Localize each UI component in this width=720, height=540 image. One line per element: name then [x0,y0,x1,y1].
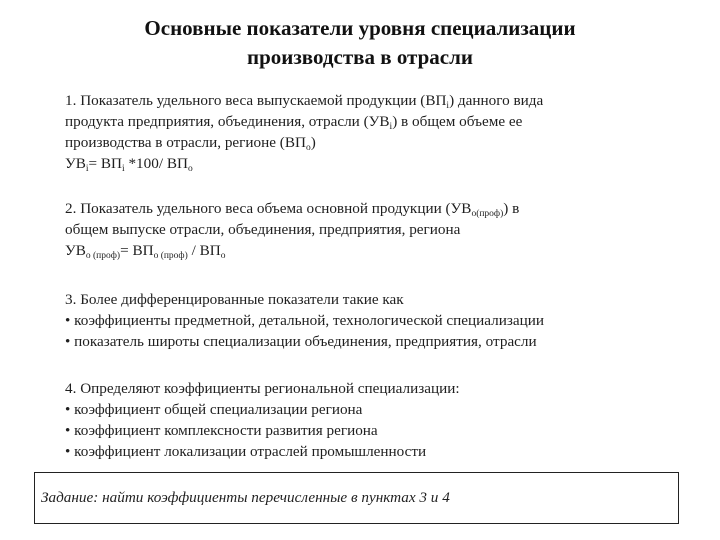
text: ) [310,134,316,151]
title-line-2: производства в отрасли [246,45,474,69]
subscript: о [187,164,193,174]
text: / ВП [187,242,221,259]
slide-content [65,91,705,463]
section-3-bullet-2: • показатель широты специализации объединения, предприятия, отрасли [65,333,537,350]
section-3 [65,290,705,353]
subscript: о [220,251,226,261]
section-4 [65,379,705,463]
section-2-formula [65,241,705,263]
subscript: о (проф) [153,251,188,261]
section-3-bullet-1: • коэффициенты предметной, детальной, технологической специализации [65,312,544,329]
section-2-line-2: общем выпуске отрасли, объединения, предприятия, региона [65,221,461,238]
section-4-line-1: 4. Определяют коэффициенты региональной специализации: [65,380,460,397]
section-4-bullet-3: • коэффициент локализации отраслей промышленности [65,443,427,460]
task-text: Задание: найти коэффициенты перечисленные в пунктах 3 и 4 [41,489,450,506]
subscript: i [389,122,393,132]
text: = ВП [120,242,154,259]
subscript: о [305,143,311,153]
text: ) в [503,200,520,217]
section-1-line-2 [65,112,705,133]
subscript: о (проф) [85,251,121,261]
subscript: i [85,164,89,174]
text: ) данного вида [449,92,544,109]
text: производства в отрасли, регионе (ВП [65,134,306,151]
text: ) в общем объеме ее [392,113,523,130]
section-3-line-1: 3. Более дифференцированные показатели такие как [65,291,404,308]
subscript: о(проф) [471,209,504,219]
task-box [34,472,679,524]
text: 1. Показатель удельного веса выпускаемой продукции (ВП [65,92,447,109]
text: УВ [65,242,86,259]
section-1-formula [65,154,705,176]
text: УВ [65,155,86,172]
text: 2. Показатель удельного веса объема основной продукции (УВ [65,200,472,217]
section-2-line-1 [65,199,705,220]
section-2 [65,199,705,263]
text: = ВП [88,155,122,172]
section-1-line-3 [65,133,705,154]
text: продукта предприятия, объединения, отрасли (УВ [65,113,390,130]
section-1-line-1 [65,91,705,112]
title-line-1: Основные показатели уровня специализации [144,16,576,40]
section-1 [65,91,705,176]
section-4-bullet-2: • коэффициент комплексности развития региона [65,422,378,439]
subscript: i [446,101,450,111]
slide-title [0,14,720,72]
section-4-bullet-1: • коэффициент общей специализации региона [65,401,363,418]
text: *100/ ВП [124,155,188,172]
subscript: i [122,164,125,174]
